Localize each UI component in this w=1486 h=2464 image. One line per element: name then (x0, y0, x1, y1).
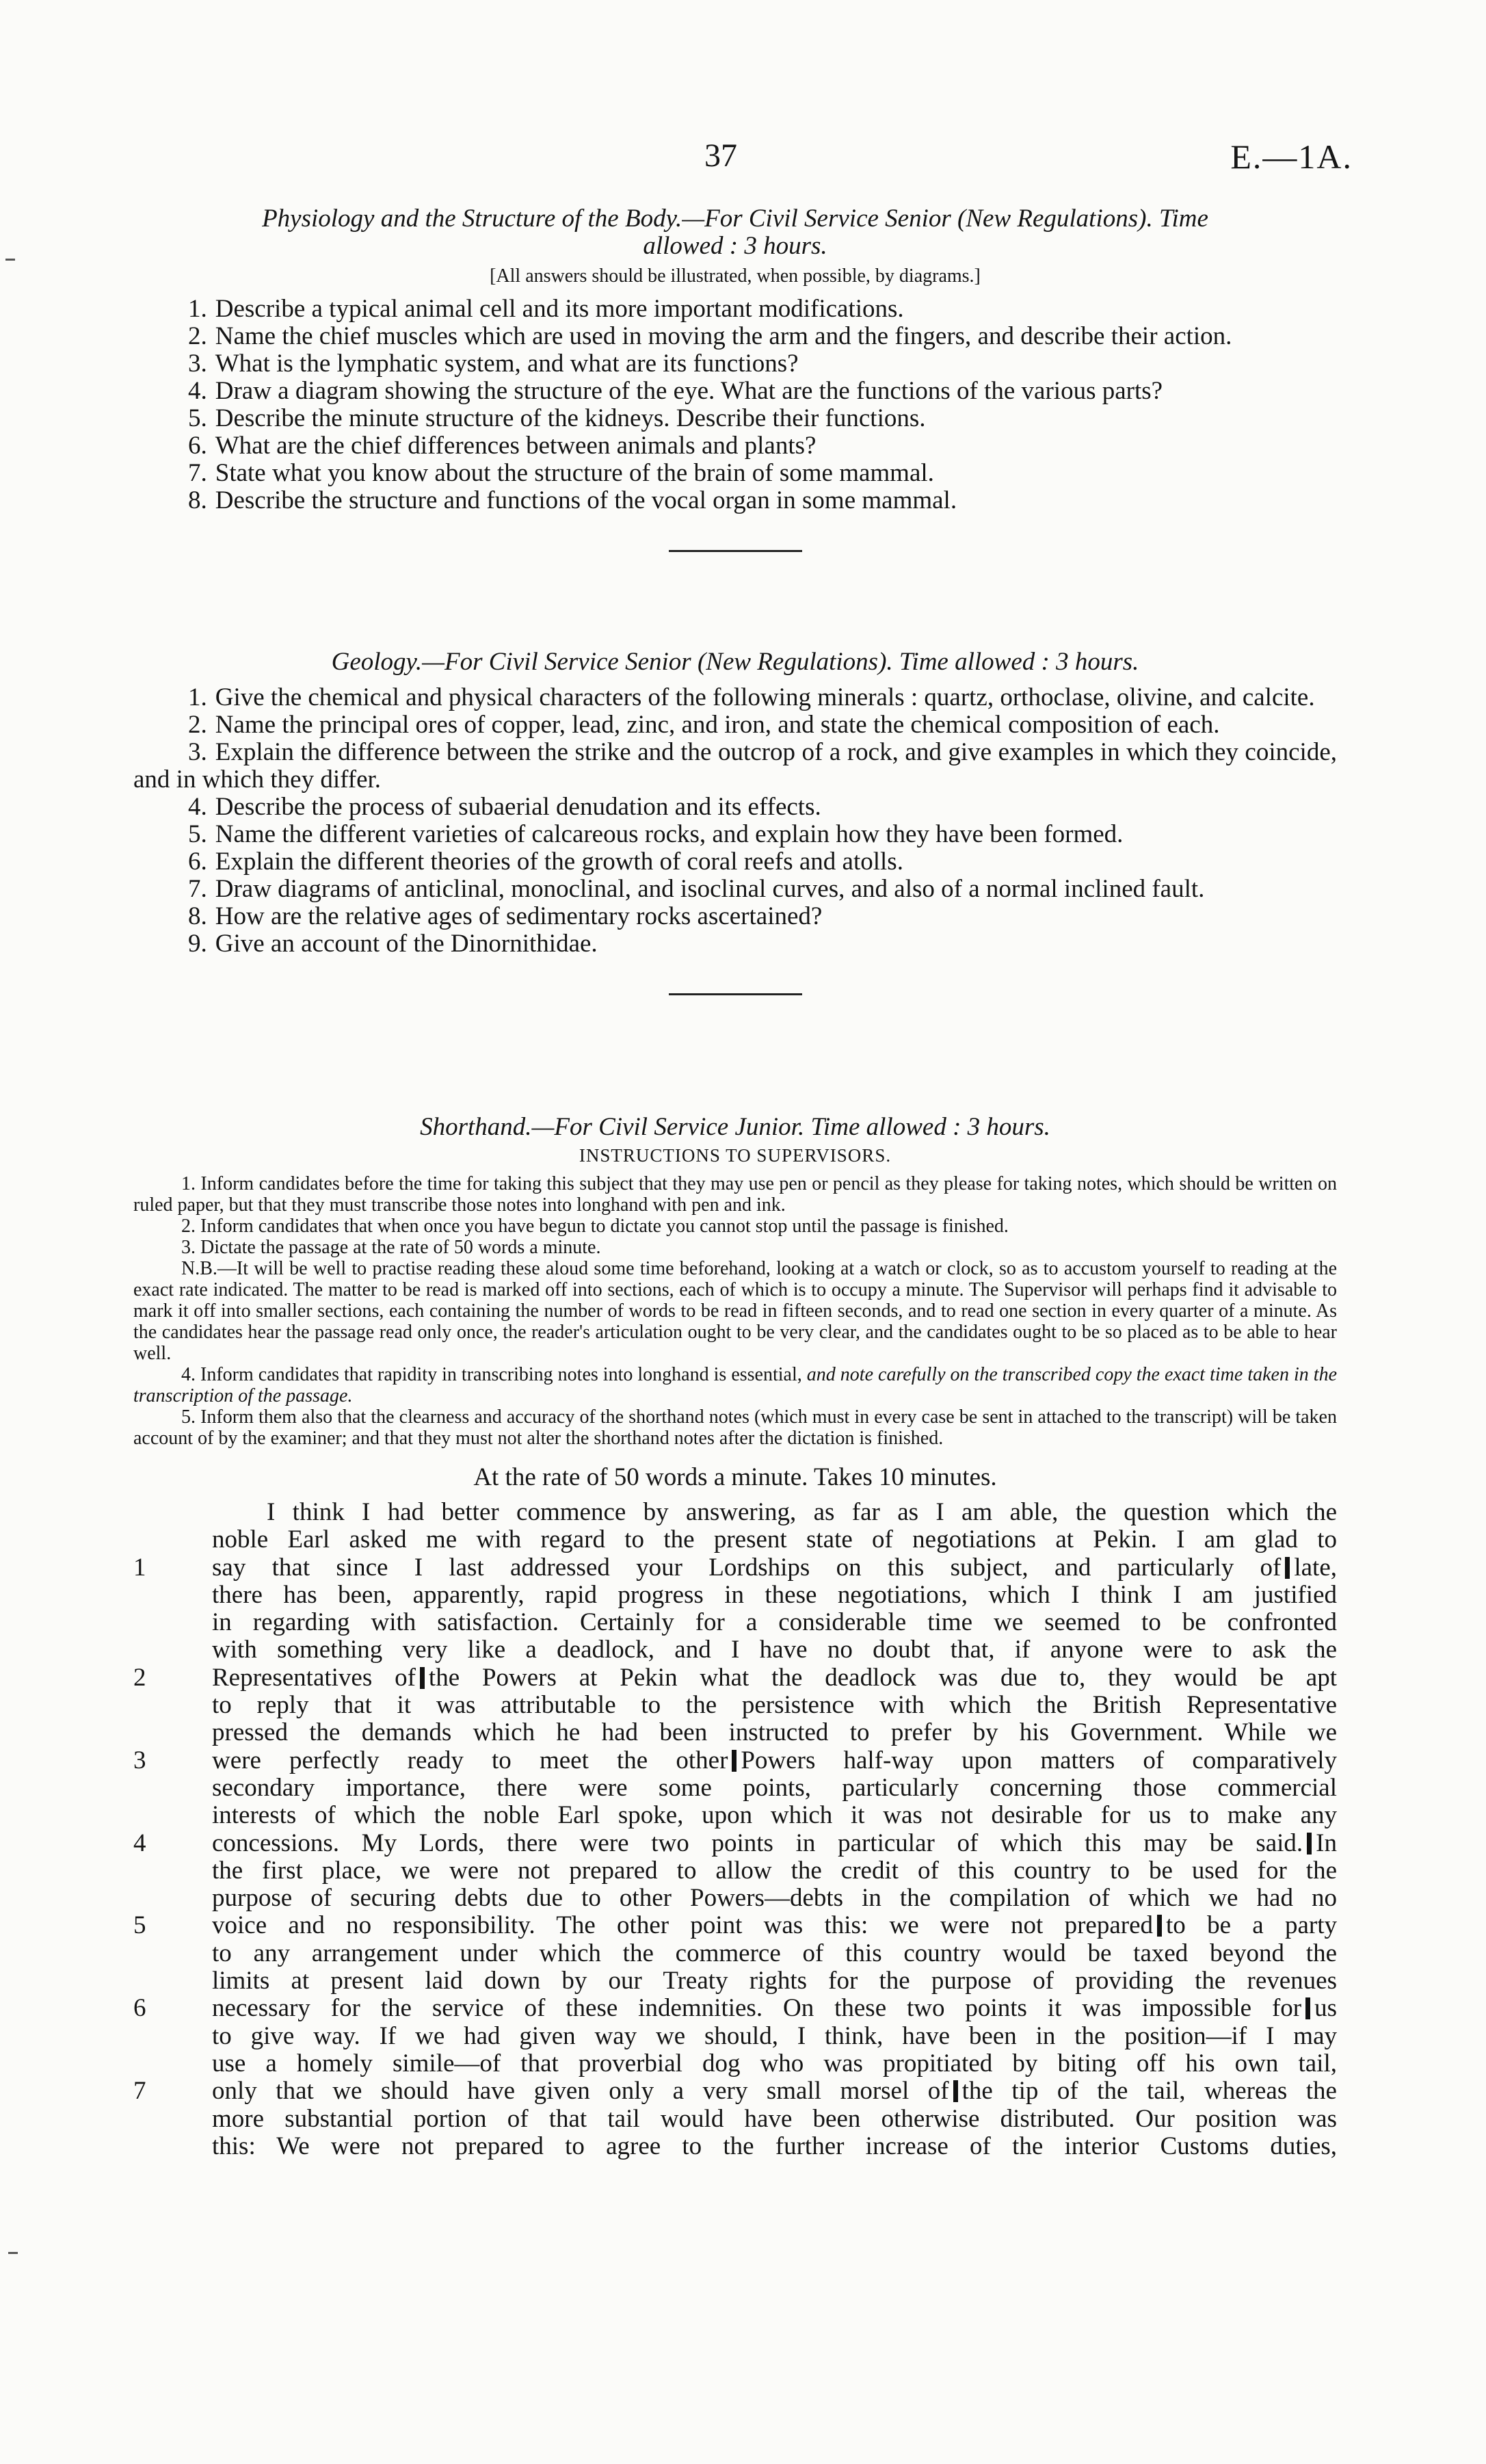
passage-text: I think I had better commence by answering, as far as I am able, the question which the (267, 1498, 1337, 1526)
passage-line (212, 1499, 1337, 1526)
question-number: 3. (188, 350, 207, 378)
passage-line (133, 1829, 1337, 1857)
geology-question (133, 794, 1337, 821)
passage-text: were perfectly ready to meet the other (212, 1746, 728, 1774)
passage-text: more substantial portion of that tail would have been otherwise distributed. Our position was (212, 2104, 1337, 2133)
passage-text: Representatives of (212, 1663, 416, 1692)
geology-question (133, 930, 1337, 958)
passage-text: use a homely simile—of that proverbial dog who was propitiated by biting off his own tail, (212, 2049, 1337, 2078)
passage-line (212, 1719, 1337, 1746)
instruction-paragraph: 5. Inform them also that the clearness and accuracy of the shorthand notes (which must in every case be sent in attached to the transcript) will be taken account of by the examiner; and that they must not alter the shorthand notes after the dictation is finished. (133, 1406, 1337, 1449)
minute-marker-number: 5 (133, 1911, 146, 1940)
passage-text: in regarding with satisfaction. Certainly for a considerable time we seemed to be confronted (212, 1608, 1337, 1637)
passage-text: this: We were not prepared to agree to the further increase of the interior Customs duties, (212, 2132, 1337, 2160)
passage-text: Powers half-way upon matters of comparatively (741, 1746, 1337, 1774)
section-divider (669, 550, 802, 552)
passage-line (212, 1885, 1337, 1912)
question-text: Describe a typical animal cell and its more important modifications. (215, 295, 904, 323)
document-reference: E.—1A. (1230, 137, 1353, 176)
physiology-question (133, 378, 1337, 405)
question-text: Name the different varieties of calcareous rocks, and explain how they have been formed. (215, 820, 1124, 848)
question-number: 5. (188, 404, 207, 432)
passage-line (212, 1967, 1337, 1995)
minute-marker-number: 4 (133, 1829, 146, 1857)
passage-line (212, 1940, 1337, 1967)
passage-line (212, 1582, 1337, 1609)
question-text: Explain the different theories of the growth of coral reefs and atolls. (215, 848, 903, 876)
passage-line (212, 1692, 1337, 1719)
passage-text: to give way. If we had given way we should, I think, have been in the position—if I may (212, 2021, 1337, 2050)
passage-text: voice and no responsibility. The other point was this: we were not prepared (212, 1911, 1154, 1940)
geology-question (133, 903, 1337, 930)
question-number: 6. (188, 432, 207, 460)
question-number: 4. (188, 793, 207, 821)
passage-text: the first place, we were not prepared to allow the credit of this country to be used for the (212, 1856, 1337, 1885)
passage-text: In (1316, 1829, 1337, 1857)
geology-question (133, 876, 1337, 903)
question-text: Draw diagrams of anticlinal, monoclinal, and isoclinal curves, and also of a normal inclined fault. (215, 875, 1205, 903)
section-mark (732, 1750, 737, 1772)
passage-line (133, 1553, 1337, 1582)
section-mark (953, 2080, 958, 2102)
section-mark (1285, 1557, 1290, 1579)
question-number: 2. (188, 322, 207, 350)
question-text: Give an account of the Dinornithidae. (215, 930, 598, 958)
instruction-text: 4. Inform candidates that rapidity in transcribing notes into longhand is essential, (181, 1364, 802, 1385)
question-number: 8. (188, 902, 207, 930)
geology-question (133, 711, 1337, 739)
physiology-question (133, 460, 1337, 487)
question-number: 1. (188, 683, 207, 711)
page-header (0, 137, 1486, 185)
passage-line (133, 2077, 1337, 2106)
passage-text: secondary importance, there were some points, particularly concerning those commercial (212, 1773, 1337, 1802)
geology-question-list (133, 684, 1337, 958)
physiology-question (133, 487, 1337, 514)
passage-line (212, 2106, 1337, 2133)
section-mark (1307, 1833, 1312, 1854)
question-text: Draw a diagram showing the structure of the eye. What are the functions of the various parts? (215, 377, 1163, 405)
passage-text: there has been, apparently, rapid progress in these negotiations, which I think I am justified (212, 1580, 1337, 1609)
section-mark (420, 1667, 425, 1689)
physiology-note: [All answers should be illustrated, when possible, by diagrams.] (490, 265, 981, 287)
page-edge-mark (5, 259, 15, 261)
passage-text: limits at present laid down by our Treaty rights for the purpose of providing the revenues (212, 1967, 1337, 1995)
physiology-question (133, 405, 1337, 432)
physiology-question (133, 323, 1337, 350)
question-number: 7. (188, 875, 207, 903)
instruction-emphasis: and note carefully on the transcribed copy the exact time taken in the transcription of the passage. (133, 1364, 1337, 1406)
question-text: Describe the minute structure of the kidneys. Describe their functions. (215, 404, 926, 432)
geology-question (133, 848, 1337, 876)
passage-line (133, 1911, 1337, 1940)
question-number: 1. (188, 295, 207, 323)
geology-question (133, 684, 1337, 711)
question-number: 3. (188, 738, 207, 766)
passage-line (133, 1746, 1337, 1774)
passage-text: say that since I last addressed your Lordships on this subject, and particularly of (212, 1553, 1282, 1582)
minute-marker-number: 6 (133, 1994, 146, 2023)
page-edge-mark (8, 2252, 18, 2254)
physiology-section (133, 205, 1337, 552)
section-mark (1305, 1997, 1310, 2019)
passage-text: purpose of securing debts due to other Powers—debts in the compilation of which we had no (212, 1884, 1337, 1913)
question-text: State what you know about the structure of the brain of some mammal. (215, 459, 934, 487)
question-number: 5. (188, 820, 207, 848)
question-number: 6. (188, 848, 207, 876)
passage-line (212, 1636, 1337, 1664)
physiology-title-line1: Physiology and the Structure of the Body.—For Civil Service Senior (New Regulations). Time (262, 205, 1208, 233)
physiology-question-list (133, 296, 1337, 514)
physiology-title-line2: allowed : 3 hours. (643, 232, 827, 260)
question-text: Explain the difference between the strike and the outcrop of a rock, and give examples in which they coincide, and in which they differ. (133, 738, 1337, 794)
question-text: What is the lymphatic system, and what are its functions? (215, 350, 799, 378)
passage-text: us (1314, 1994, 1337, 2023)
passage-line (212, 1857, 1337, 1885)
page-number: 37 (704, 137, 737, 174)
minute-marker-number: 1 (133, 1553, 146, 1582)
instructions-heading: INSTRUCTIONS TO SUPERVISORS. (579, 1145, 892, 1166)
question-text: Describe the process of subaerial denudation and its effects. (215, 793, 821, 821)
question-text: How are the relative ages of sedimentary rocks ascertained? (215, 902, 823, 930)
dictation-rate: At the rate of 50 words a minute. Takes 10 minutes. (473, 1463, 997, 1491)
question-number: 2. (188, 711, 207, 739)
section-mark (1157, 1915, 1162, 1937)
passage-text: with something very like a deadlock, and I have no doubt that, if anyone were to ask the (212, 1636, 1337, 1664)
passage-line (212, 1526, 1337, 1554)
passage-text: the tip of the tail, whereas the (961, 2077, 1337, 2106)
passage-text: the Powers at Pekin what the deadlock was due to, they would be apt (428, 1663, 1337, 1692)
passage-text: necessary for the service of these indemnities. On these two points it was impossible for (212, 1994, 1302, 2023)
passage-text: late, (1294, 1553, 1337, 1582)
question-number: 7. (188, 459, 207, 487)
physiology-question (133, 296, 1337, 323)
question-number: 9. (188, 930, 207, 958)
section-divider (669, 993, 802, 995)
passage-text: only that we should have given only a very small morsel of (212, 2077, 949, 2106)
shorthand-section (133, 1114, 1337, 2160)
passage-line (212, 1609, 1337, 1636)
passage-text: noble Earl asked me with regard to the present state of negotiations at Pekin. I am glad to (212, 1525, 1337, 1554)
physiology-question (133, 350, 1337, 378)
physiology-title (133, 205, 1337, 260)
passage-text: to reply that it was attributable to the persistence with which the British Representative (212, 1691, 1337, 1720)
geology-question (133, 739, 1337, 794)
instruction-paragraph: N.B.—It will be well to practise reading these aloud some time beforehand, looking at a watch or clock, so as to accustom yourself to reading at the exact rate indicated. The matter to be read is marked off into sections, each of which is to occupy a minute. The Supervisor will perhaps find it advisable to mark it off into smaller sections, each containing the number of words to be read in fifteen seconds, and to read one section in every quarter of a minute. As the candidates hear the passage read only once, the reader's articulation ought to be very clear, and the candidates ought to be so placed as to be able to hear well. (133, 1258, 1337, 1364)
question-text: Describe the structure and functions of the vocal organ in some mammal. (215, 486, 957, 514)
minute-marker-number: 7 (133, 2077, 146, 2106)
physiology-question (133, 432, 1337, 460)
passage-text: concessions. My Lords, there were two points in particular of which this may be said. (212, 1829, 1303, 1857)
dictation-passage (133, 1498, 1337, 2160)
passage-line (212, 2023, 1337, 2050)
question-text: Give the chemical and physical characters of the following minerals : quartz, orthoclase, olivine, and calcite. (215, 683, 1315, 711)
geology-section (133, 648, 1337, 995)
instruction-paragraph: 2. Inform candidates that when once you have begun to dictate you cannot stop until the passage is finished. (181, 1216, 1009, 1237)
passage-line (133, 1663, 1337, 1692)
passage-line (212, 2133, 1337, 2160)
passage-line (212, 2050, 1337, 2078)
question-number: 8. (188, 486, 207, 514)
passage-line (133, 1994, 1337, 2023)
passage-text: to be a party (1166, 1911, 1337, 1940)
geology-question (133, 821, 1337, 848)
instruction-paragraph (133, 1364, 1337, 1406)
instruction-paragraph: 1. Inform candidates before the time for taking this subject that they may use pen or pencil as they please for taking notes, which should be written on ruled paper, but that they must transcribe those notes into longhand with pen and ink. (133, 1173, 1337, 1216)
question-text: Name the chief muscles which are used in moving the arm and the fingers, and describe their action. (215, 322, 1232, 350)
passage-text: to any arrangement under which the commerce of this country would be taxed beyond the (212, 1939, 1337, 1967)
instruction-paragraph: 3. Dictate the passage at the rate of 50 words a minute. (181, 1237, 601, 1258)
passage-line (212, 1802, 1337, 1829)
shorthand-title: Shorthand.—For Civil Service Junior. Time allowed : 3 hours. (420, 1113, 1050, 1141)
question-text: What are the chief differences between animals and plants? (215, 432, 817, 460)
passage-line (212, 1774, 1337, 1802)
question-text: Name the principal ores of copper, lead, zinc, and iron, and state the chemical composition of each. (215, 711, 1220, 739)
question-number: 4. (188, 377, 207, 405)
geology-title: Geology.—For Civil Service Senior (New Regulations). Time allowed : 3 hours. (331, 648, 1139, 676)
passage-text: interests of which the noble Earl spoke, upon which it was not desirable for us to make any (212, 1801, 1337, 1830)
minute-marker-number: 2 (133, 1663, 146, 1692)
minute-marker-number: 3 (133, 1746, 146, 1774)
passage-text: pressed the demands which he had been instructed to prefer by his Government. While we (212, 1718, 1337, 1747)
supervisor-instructions (133, 1173, 1337, 1449)
